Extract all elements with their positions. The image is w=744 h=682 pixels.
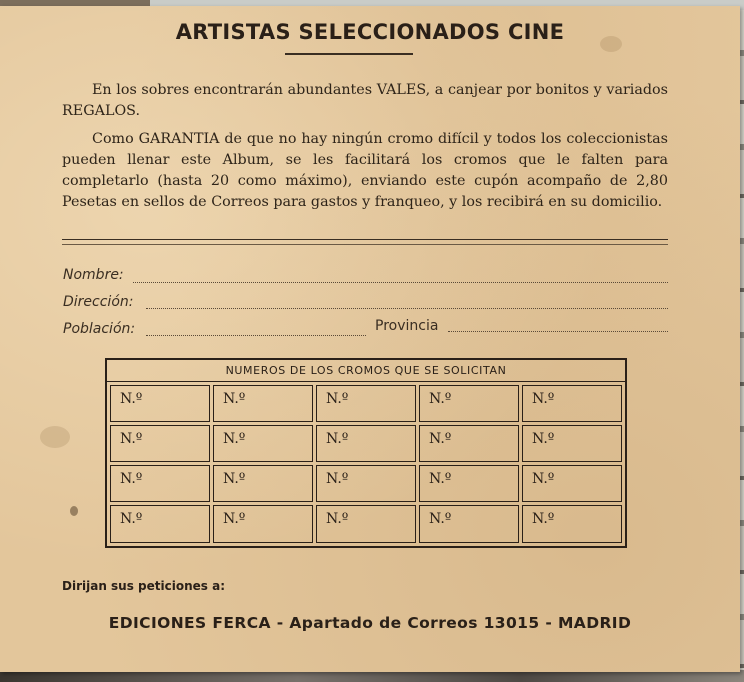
cromo-number-cell[interactable]: N.º (316, 465, 416, 502)
table-header: NUMEROS DE LOS CROMOS QUE SE SOLICITAN (107, 360, 625, 382)
cromo-number-cell[interactable]: N.º (316, 425, 416, 462)
direccion-field[interactable] (146, 308, 668, 309)
cromo-number-cell[interactable]: N.º (419, 425, 519, 462)
cromo-number-cell[interactable]: N.º (110, 465, 210, 502)
cromo-number-cell[interactable]: N.º (522, 465, 622, 502)
poblacion-field[interactable] (146, 335, 366, 336)
direccion-label: Dirección: (63, 294, 134, 310)
cromo-number-cell[interactable]: N.º (110, 385, 210, 422)
cromo-number-cell[interactable]: N.º (110, 505, 210, 542)
cromo-number-cell[interactable]: N.º (522, 425, 622, 462)
cromo-number-cell[interactable]: N.º (419, 465, 519, 502)
section-divider (62, 239, 668, 245)
cromo-number-cell[interactable]: N.º (419, 505, 519, 542)
cromo-number-cell[interactable]: N.º (316, 385, 416, 422)
nombre-label: Nombre: (63, 267, 124, 283)
cromo-number-cell[interactable]: N.º (316, 505, 416, 542)
cromos-request-table (105, 358, 627, 548)
cromo-number-cell[interactable]: N.º (213, 505, 313, 542)
cromo-number-cell[interactable]: N.º (213, 385, 313, 422)
provincia-label: Provincia (375, 318, 439, 334)
cromo-number-cell[interactable]: N.º (522, 385, 622, 422)
vales-paragraph: En los sobres encontrarán abundantes VALES, a canjear por bonitos y variados REGALOS. (62, 82, 668, 119)
coupon-title: ARTISTAS SELECCIONADOS CINE (175, 20, 565, 44)
coupon-sheet (0, 6, 740, 672)
provincia-field[interactable] (448, 331, 668, 332)
poblacion-label: Población: (63, 321, 136, 337)
cromo-number-cell[interactable]: N.º (213, 465, 313, 502)
title-underline (285, 53, 413, 55)
nombre-field[interactable] (133, 282, 668, 283)
cromo-number-cell[interactable]: N.º (419, 385, 519, 422)
cromo-number-cell[interactable]: N.º (213, 425, 313, 462)
cromos-grid (107, 382, 625, 546)
paper-spot (70, 506, 78, 516)
garantia-paragraph: Como GARANTIA de que no hay ningún cromo difícil y todos los coleccionistas pueden llenar este Album, se les facilitará los cromos que le falten para completarlo (hasta 20 como máximo), enviando este cupón acompaño de 2,80 Pesetas en sellos de Correos para gastos y franqueo, y los recibirá en su domicilio. (62, 131, 668, 210)
paper-stain (40, 426, 70, 448)
cromo-number-cell[interactable]: N.º (522, 505, 622, 542)
publisher-address: EDICIONES FERCA - Apartado de Correos 13015 - MADRID (108, 614, 632, 632)
instruction-text: Dirijan sus peticiones a: (62, 579, 225, 593)
cromo-number-cell[interactable]: N.º (110, 425, 210, 462)
